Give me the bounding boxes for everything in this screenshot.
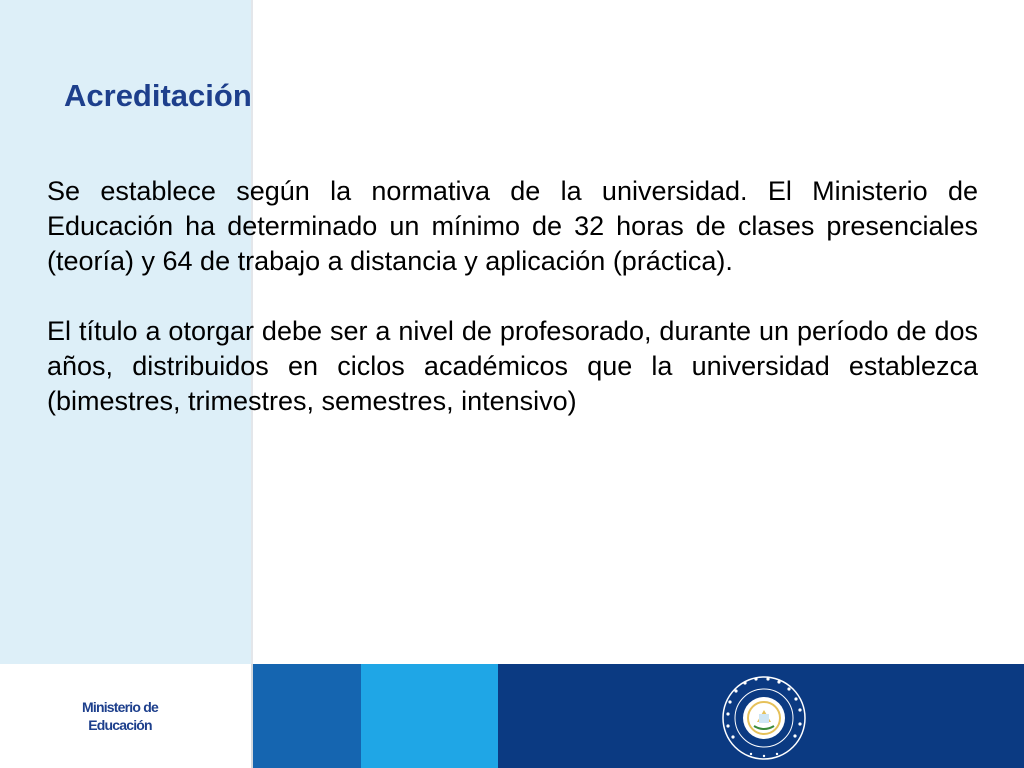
government-seal-icon <box>716 674 812 762</box>
paragraph-degree-title: El título a otorgar debe ser a nivel de profesorado, durante un período de dos años, distribuidos en ciclos académicos que la universidad establezca (bimestres, trimestres, semestres, intensivo) <box>47 316 978 416</box>
footer-lightblue-segment <box>361 664 498 768</box>
slide-title: Acreditación <box>64 78 252 113</box>
ministry-logo-line2: Educación <box>88 717 152 733</box>
ministry-logo-line1: Ministerio de <box>82 699 158 715</box>
ministry-logo <box>50 698 190 734</box>
footer-bar <box>0 664 1024 768</box>
paragraph-accreditation-hours: Se establece según la normativa de la universidad. El Ministerio de Educación ha determinado un mínimo de 32 horas de clases presenciales (teoría) y 64 de trabajo a distancia y aplicación (práctica). <box>47 176 978 276</box>
footer-blue-segment <box>253 664 361 768</box>
slide-body <box>47 174 978 454</box>
